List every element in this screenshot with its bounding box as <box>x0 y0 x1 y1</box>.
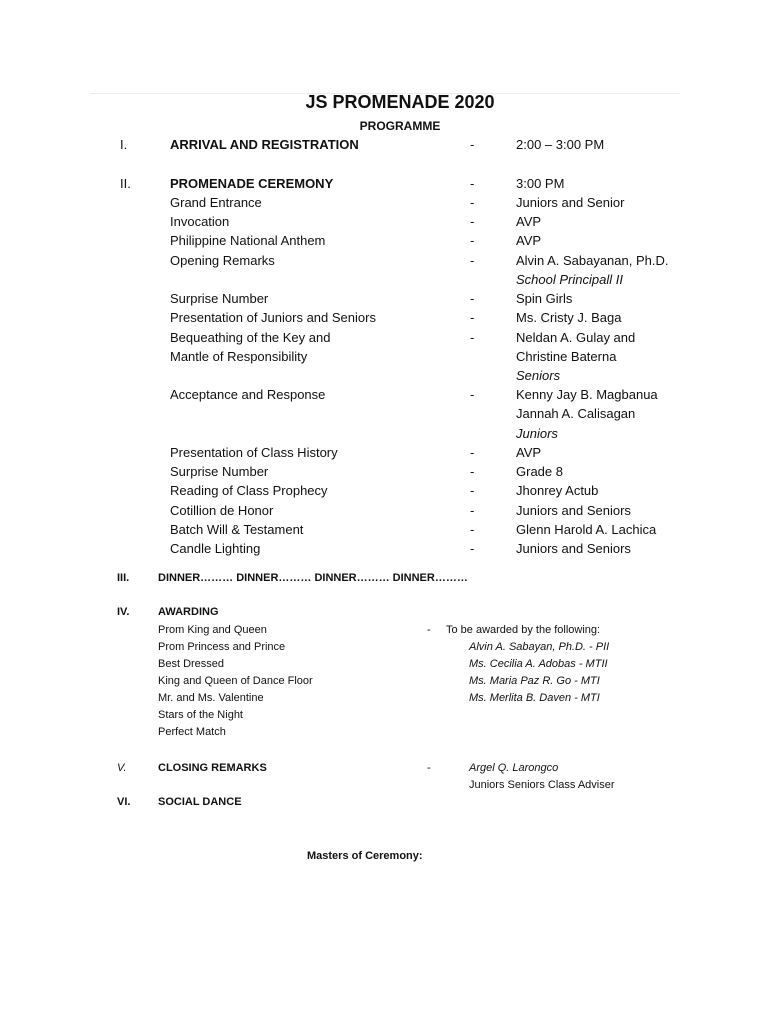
separator-dash: - <box>470 137 475 152</box>
section-heading: CLOSING REMARKS <box>158 762 267 774</box>
separator-dash: - <box>427 762 431 774</box>
program-item: Cotillion de Honor <box>170 503 274 518</box>
program-item: Candle Lighting <box>170 541 261 556</box>
program-item: Grand Entrance <box>170 195 262 210</box>
section-heading: DINNER……… DINNER……… DINNER……… DINNER……… <box>158 572 468 584</box>
award-item: Prom King and Queen <box>158 624 267 636</box>
section-number: V. <box>117 762 127 774</box>
section-heading: SOCIAL DANCE <box>158 796 242 808</box>
program-assignee: Spin Girls <box>516 291 573 306</box>
award-item: Best Dressed <box>158 658 225 670</box>
program-item: Presentation of Class History <box>170 445 338 460</box>
section-time: 3:00 PM <box>516 176 565 191</box>
program-assignee: Glenn Harold A. Lachica <box>516 522 657 537</box>
program-assignee: Neldan A. Gulay and <box>516 330 636 345</box>
program-assignee: Juniors and Seniors <box>516 503 631 518</box>
separator-dash: - <box>470 464 475 479</box>
assignee-role: Juniors Seniors Class Adviser <box>469 779 615 791</box>
program-assignee: AVP <box>516 445 542 460</box>
awarder-name: Ms. Merlita B. Daven - MTI <box>469 692 600 704</box>
program-item: Presentation of Juniors and Seniors <box>170 310 376 325</box>
program-assignee: Kenny Jay B. Magbanua <box>516 387 658 402</box>
separator-dash: - <box>470 522 475 537</box>
separator-dash: - <box>470 310 475 325</box>
separator-dash: - <box>470 387 475 402</box>
separator-dash: - <box>470 195 475 210</box>
award-item: Stars of the Night <box>158 709 243 721</box>
program-item: Batch Will & Testament <box>170 522 304 537</box>
assignee-role: Juniors <box>516 426 558 441</box>
page-title: JS PROMENADE 2020 <box>305 92 495 112</box>
separator-dash: - <box>470 483 475 498</box>
separator-dash: - <box>470 541 475 556</box>
awarders-intro: To be awarded by the following: <box>446 624 601 636</box>
program-item: Acceptance and Response <box>170 387 326 402</box>
section-number: II. <box>120 176 131 191</box>
page-subtitle: PROGRAMME <box>359 119 441 133</box>
section-number: IV. <box>117 606 130 618</box>
program-item: Reading of Class Prophecy <box>170 483 328 498</box>
awarder-name: Alvin A. Sabayan, Ph.D. - PII <box>469 641 610 653</box>
program-assignee: Juniors and Seniors <box>516 541 631 556</box>
section-number: VI. <box>117 796 131 808</box>
program-assignee: Juniors and Senior <box>516 195 625 210</box>
program-assignee: Ms. Cristy J. Baga <box>516 310 622 325</box>
separator-dash: - <box>470 445 475 460</box>
program-item: Invocation <box>170 214 230 229</box>
separator-dash: - <box>470 253 475 268</box>
program-assignee: AVP <box>516 214 542 229</box>
assignee-role: Seniors <box>516 368 561 383</box>
program-assignee: AVP <box>516 233 542 248</box>
program-item-continued: Mantle of Responsibility <box>170 349 308 364</box>
separator-dash: - <box>470 291 475 306</box>
separator-dash: - <box>470 214 475 229</box>
section-time: 2:00 – 3:00 PM <box>516 137 605 152</box>
program-item: Opening Remarks <box>170 253 275 268</box>
program-assignee: Jhonrey Actub <box>516 483 599 498</box>
separator-dash: - <box>470 330 475 345</box>
program-item: Philippine National Anthem <box>170 233 326 248</box>
masters-of-ceremony-heading: Masters of Ceremony: <box>307 850 423 862</box>
award-item: Mr. and Ms. Valentine <box>158 692 264 704</box>
program-item: Surprise Number <box>170 464 269 479</box>
award-item: King and Queen of Dance Floor <box>158 675 313 687</box>
program-item: Surprise Number <box>170 291 269 306</box>
separator-dash: - <box>470 176 475 191</box>
section-number: III. <box>117 572 130 584</box>
section-heading: AWARDING <box>158 606 219 618</box>
section-heading: PROMENADE CEREMONY <box>170 176 334 191</box>
award-item: Prom Princess and Prince <box>158 641 286 653</box>
program-assignee-continued: Christine Baterna <box>516 349 617 364</box>
program-assignee-continued: Jannah A. Calisagan <box>516 406 636 421</box>
assignee-role: School Principall II <box>516 272 623 287</box>
awarder-name: Ms. Maria Paz R. Go - MTI <box>469 675 600 687</box>
program-item: Bequeathing of the Key and <box>170 330 331 345</box>
separator-dash: - <box>470 503 475 518</box>
program-assignee: Alvin A. Sabayanan, Ph.D. <box>516 253 669 268</box>
separator-dash: - <box>427 624 431 636</box>
section-number: I. <box>120 137 128 152</box>
program-assignee: Grade 8 <box>516 464 563 479</box>
program-assignee: Argel Q. Larongco <box>469 762 559 774</box>
separator-dash: - <box>470 233 475 248</box>
section-heading: ARRIVAL AND REGISTRATION <box>170 137 359 152</box>
awarder-name: Ms. Cecilia A. Adobas - MTII <box>469 658 608 670</box>
award-item: Perfect Match <box>158 726 226 738</box>
